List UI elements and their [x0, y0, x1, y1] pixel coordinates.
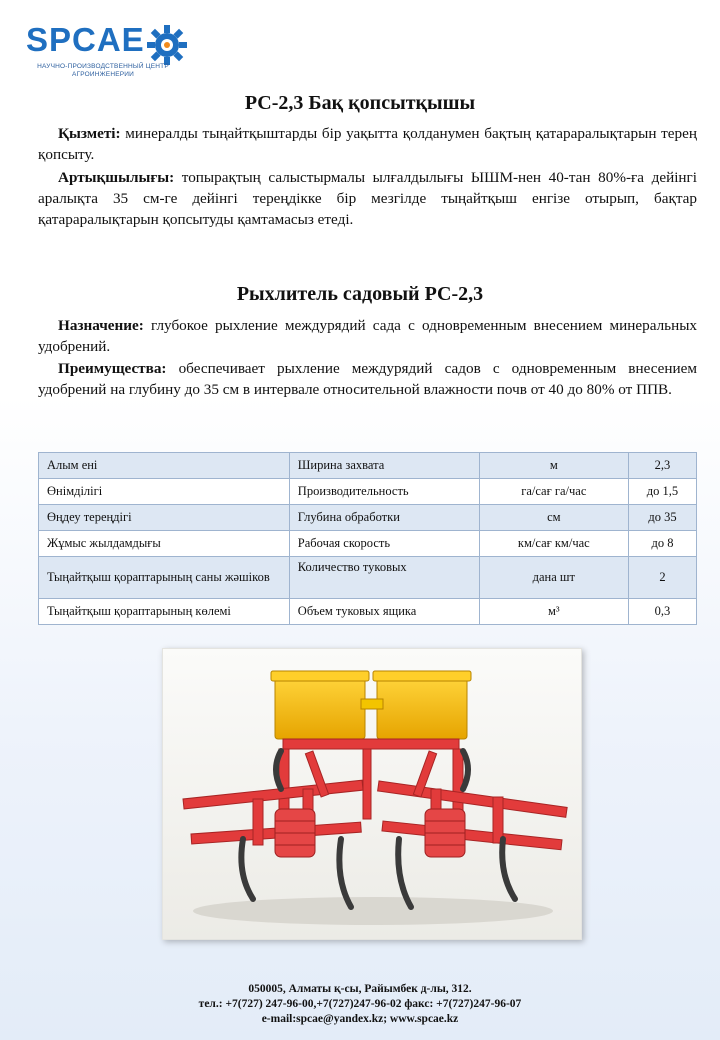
footer-address: 050005, Алматы қ-сы, Райымбек д-лы, 312. — [248, 983, 472, 995]
spec-kz-cell: Жұмыс жылдамдығы — [39, 531, 290, 557]
spec-ru-cell: Объем туковых ящика — [289, 599, 479, 625]
spec-unit-cell: км/сағ км/час — [479, 531, 628, 557]
garden-cultivator-illustration — [163, 649, 581, 939]
spec-ru-cell: Производительность — [289, 479, 479, 505]
spec-value-cell: 2 — [628, 557, 696, 599]
advantages-label-ru: Преимущества: — [58, 360, 167, 377]
table-row — [39, 557, 697, 599]
spec-value-cell: до 35 — [628, 505, 696, 531]
footer-phones: тел.: +7(727) 247-96-00,+7(727)247-96-02 факс: +7(727)247-96-07 — [198, 998, 522, 1010]
spec-kz-cell: Тыңайтқыш қораптарының көлемі — [39, 599, 290, 625]
logo-subtitle-line1: НАУЧНО-ПРОИЗВОДСТВЕННЫЙ ЦЕНТР — [37, 63, 169, 70]
spec-kz-cell: Алым ені — [39, 453, 290, 479]
gear-icon — [144, 22, 190, 68]
purpose-paragraph-ru — [38, 315, 697, 357]
spec-unit-cell: дана шт — [479, 557, 628, 599]
spec-kz-cell: Өңдеу тереңдігі — [39, 505, 290, 531]
specs-table — [38, 452, 697, 625]
table-row — [39, 599, 697, 625]
logo-brand-text: SPCAE — [26, 21, 145, 58]
spec-kz-cell: Өнімділігі — [39, 479, 290, 505]
spec-value-cell: до 1,5 — [628, 479, 696, 505]
logo-subtitle-line2: АГРОИНЖЕНЕРИИ — [71, 71, 135, 78]
footer-contacts: e-mail:spcae@yandex.kz; www.spcae.kz — [261, 1013, 459, 1025]
spec-unit-cell: см — [479, 505, 628, 531]
table-row — [39, 531, 697, 557]
advantages-text-ru: обеспечивает рыхление междурядий садов с одновременным внесением удобрений на глубину до 35 см в интервале относительной влажности почв от 40 до 80% от ППВ. — [38, 360, 697, 398]
table-row — [39, 479, 697, 505]
table-row — [39, 453, 697, 479]
advantages-paragraph-kz — [38, 167, 697, 230]
purpose-paragraph-kz — [38, 123, 697, 165]
spec-ru-cell: Количество туковых — [289, 557, 479, 599]
spec-kz-cell: Тыңайтқыш қораптарының саны жәшіков — [39, 557, 290, 599]
product-photo — [162, 648, 582, 940]
purpose-text-ru: глубокое рыхление междурядий сада с одновременным внесением минеральных удобрений. — [38, 317, 697, 355]
purpose-text-kz: минералды тыңайтқыштарды бір уақытта қолданумен бақтың қатараралықтарын терең қопсыту. — [38, 125, 697, 163]
spec-value-cell: до 8 — [628, 531, 696, 557]
spcae-logo — [26, 18, 186, 80]
spec-ru-cell: Ширина захвата — [289, 453, 479, 479]
advantages-text-kz: топырақтың салыстырмалы ылғалдылығы ЫШМ-нен 40-тан 80%-ға дейінгі аралықта 35 см-ге дейінгі тереңдікке бір мезгілде тыңайтқыш енгізе отырып, бақтар қатараралықтарын қопсытуды қамтамасыз етеді. — [38, 169, 697, 228]
title-ru: Рыхлитель садовый РС-2,3 — [236, 283, 484, 305]
spec-value-cell: 2,3 — [628, 453, 696, 479]
purpose-label-ru: Назначение: — [58, 317, 144, 334]
spec-unit-cell: га/сағ га/час — [479, 479, 628, 505]
spec-unit-cell: м — [479, 453, 628, 479]
advantages-label-kz: Артықшылығы: — [58, 169, 175, 186]
table-row — [39, 505, 697, 531]
spec-value-cell: 0,3 — [628, 599, 696, 625]
advantages-paragraph-ru — [38, 358, 697, 400]
spec-ru-cell: Глубина обработки — [289, 505, 479, 531]
spec-ru-cell: Рабочая скорость — [289, 531, 479, 557]
spec-unit-cell: м³ — [479, 599, 628, 625]
purpose-label-kz: Қызметі: — [58, 125, 121, 142]
title-kz: РС-2,3 Бақ қопсытқышы — [244, 92, 476, 114]
